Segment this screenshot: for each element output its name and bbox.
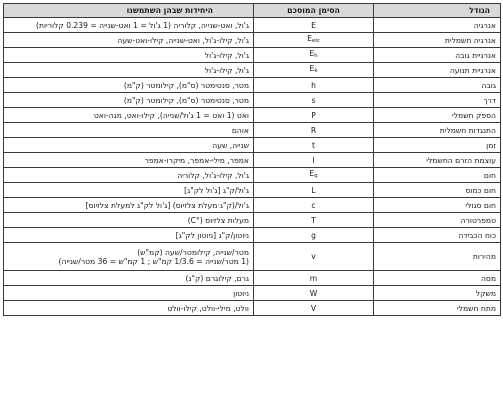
table-row [4, 123, 501, 138]
units-text: ג'ול, קילו-ג'ול [204, 65, 249, 75]
table-row [4, 213, 501, 228]
units-text: ג'ול/ק"ג [ג'ול לק"ג] [184, 185, 249, 195]
symbol-cell [254, 153, 374, 168]
units-cell [4, 123, 254, 138]
quantity-cell: הספק חשמלי [374, 108, 501, 123]
symbol-cell [254, 183, 374, 198]
header-quantity: הגודל [374, 4, 501, 18]
symbol-letter: m [309, 273, 318, 283]
quantity-cell: חום סגולי [374, 198, 501, 213]
units-cell [4, 63, 254, 78]
units-cell [4, 243, 254, 271]
quantity-cell: אנרגיה חשמלית [374, 33, 501, 48]
symbol-cell [254, 213, 374, 228]
symbol-subscript: elc [311, 38, 320, 44]
units-text: מעלות צלזיוס (°C) [187, 215, 249, 225]
symbol-cell [254, 108, 374, 123]
units-text: גרם, קילוגרם (ק"ג) [185, 273, 249, 283]
units-text: ג'ול, ואט-שנייה, קלוריה (1 ג'ול = 1 ואט-שנייה = 0.239 קלוריות) [35, 20, 249, 30]
symbol-letter: E [307, 34, 312, 43]
table-row [4, 168, 501, 183]
table-row [4, 48, 501, 63]
symbol-letter: t [312, 140, 315, 150]
quantity-cell: חום [374, 168, 501, 183]
table-row [4, 18, 501, 33]
symbol-letter: s [311, 95, 316, 105]
units-text: אוהם [231, 125, 249, 135]
quantity-cell: אנרגיית גובה [374, 48, 501, 63]
units-cell [4, 108, 254, 123]
quantity-cell: אנרגיית תנועה [374, 63, 501, 78]
table-row [4, 243, 501, 271]
quantity-cell: עוצמת הזרם החשמלי [374, 153, 501, 168]
table-row [4, 138, 501, 153]
quantity-cell: התנגדות חשמלית [374, 123, 501, 138]
quantity-cell: דרך [374, 93, 501, 108]
symbol-cell [254, 78, 374, 93]
symbol-letter: v [311, 252, 316, 261]
symbol-cell [254, 286, 374, 301]
table-row [4, 93, 501, 108]
symbol-cell [254, 228, 374, 243]
symbol-letter: I [312, 155, 315, 165]
symbol-subscript: q [314, 173, 318, 179]
symbol-letter: T [311, 215, 316, 225]
table-header-row [4, 4, 501, 18]
table-row [4, 286, 501, 301]
units-text: (1 מטר/שנייה = 1/3.6 קמ"ש ; 1 קמ"ש = 36 מטר/שנייה) [58, 256, 249, 266]
table-row [4, 33, 501, 48]
symbol-letter: L [311, 185, 316, 195]
symbol-letter: E [309, 169, 315, 178]
symbol-cell [254, 301, 374, 316]
units-cell [4, 78, 254, 93]
symbol-cell [254, 271, 374, 286]
units-cell [4, 228, 254, 243]
symbol-cell [254, 18, 374, 33]
symbol-letter: g [311, 230, 316, 240]
units-cell [4, 301, 254, 316]
quantity-cell: גובה [374, 78, 501, 93]
units-cell [4, 138, 254, 153]
quantity-cell: אנרגיה [374, 18, 501, 33]
header-units: היחידות שבהן השתמשנו [4, 4, 254, 18]
table-row [4, 108, 501, 123]
symbol-letter: c [311, 200, 316, 210]
table-body [4, 18, 501, 316]
units-cell [4, 213, 254, 228]
units-text: ג'ול, קילו-ג'ול, ואט-שנייה, קילו-ואט-שעה [117, 35, 249, 45]
units-cell [4, 48, 254, 63]
units-text: ג'ול/(ק"ג·מעלת צלזיוס) [ג'ול לק"ג למעלת צלזיוס] [85, 200, 249, 210]
units-text: ג'ול, קילו-ג'ול [204, 50, 249, 60]
units-cell [4, 33, 254, 48]
units-cell [4, 168, 254, 183]
symbol-letter: E [309, 49, 315, 58]
quantity-cell: משקל [374, 286, 501, 301]
table-row [4, 153, 501, 168]
units-text: ניוטון/ק"ג [ניוטון לק"ג] [175, 230, 249, 240]
symbol-cell [254, 138, 374, 153]
symbol-cell [254, 48, 374, 63]
quantity-cell: חום כמוס [374, 183, 501, 198]
quantity-cell: מתח חשמלי [374, 301, 501, 316]
units-text: אמפר, מילי-אמפר, מיקרו-אמפר [144, 155, 249, 165]
table-row [4, 301, 501, 316]
symbol-cell [254, 123, 374, 138]
table-row [4, 198, 501, 213]
units-cell [4, 183, 254, 198]
symbol-letter: P [311, 110, 316, 120]
symbol-subscript: k [314, 68, 318, 74]
quantity-cell: מסה [374, 271, 501, 286]
units-cell [4, 286, 254, 301]
units-text: ג'ול, קילו-ג'ול, קלוריה [177, 170, 249, 180]
symbol-letter: R [310, 125, 317, 135]
symbol-subscript: h [314, 53, 318, 59]
table-row [4, 228, 501, 243]
symbol-cell [254, 63, 374, 78]
units-text: מטר, סנטימטר (ס"מ), קילומטר (ק"מ) [123, 95, 249, 105]
symbol-cell [254, 168, 374, 183]
symbol-cell [254, 33, 374, 48]
symbol-letter: W [309, 288, 318, 298]
symbol-cell [254, 243, 374, 271]
units-table [3, 3, 501, 316]
header-symbol: הסימן המוסכם [254, 4, 374, 18]
units-cell [4, 271, 254, 286]
symbol-letter: h [311, 80, 316, 90]
table-row [4, 271, 501, 286]
units-cell [4, 18, 254, 33]
symbol-letter: E [309, 64, 315, 73]
table-row [4, 63, 501, 78]
table-row [4, 78, 501, 93]
units-text: ואט (1 ואט = 1 ג'ול/שנייה), קילו-ואט, מגה-ואט [93, 110, 249, 120]
quantity-cell: טמפרטורה [374, 213, 501, 228]
units-text: וולט, מילי-וולט, קילו-וולט [167, 303, 249, 313]
symbol-letter: E [311, 20, 316, 30]
quantity-cell: מהירות [374, 243, 501, 271]
symbol-cell [254, 93, 374, 108]
units-cell [4, 93, 254, 108]
quantity-cell: זמן [374, 138, 501, 153]
units-cell [4, 198, 254, 213]
table-row [4, 183, 501, 198]
units-text: שנייה, שעה [212, 140, 249, 150]
units-text: מטר, סנטימטר (ס"מ), קילומטר (ק"מ) [123, 80, 249, 90]
symbol-letter: V [310, 303, 317, 313]
units-cell [4, 153, 254, 168]
symbol-cell [254, 198, 374, 213]
quantity-cell: כוח הכבידה [374, 228, 501, 243]
units-text: ניוטון [233, 288, 249, 298]
units-text: מטר/שנייה, קילומטר/שעה (קמ"ש) [137, 247, 249, 257]
